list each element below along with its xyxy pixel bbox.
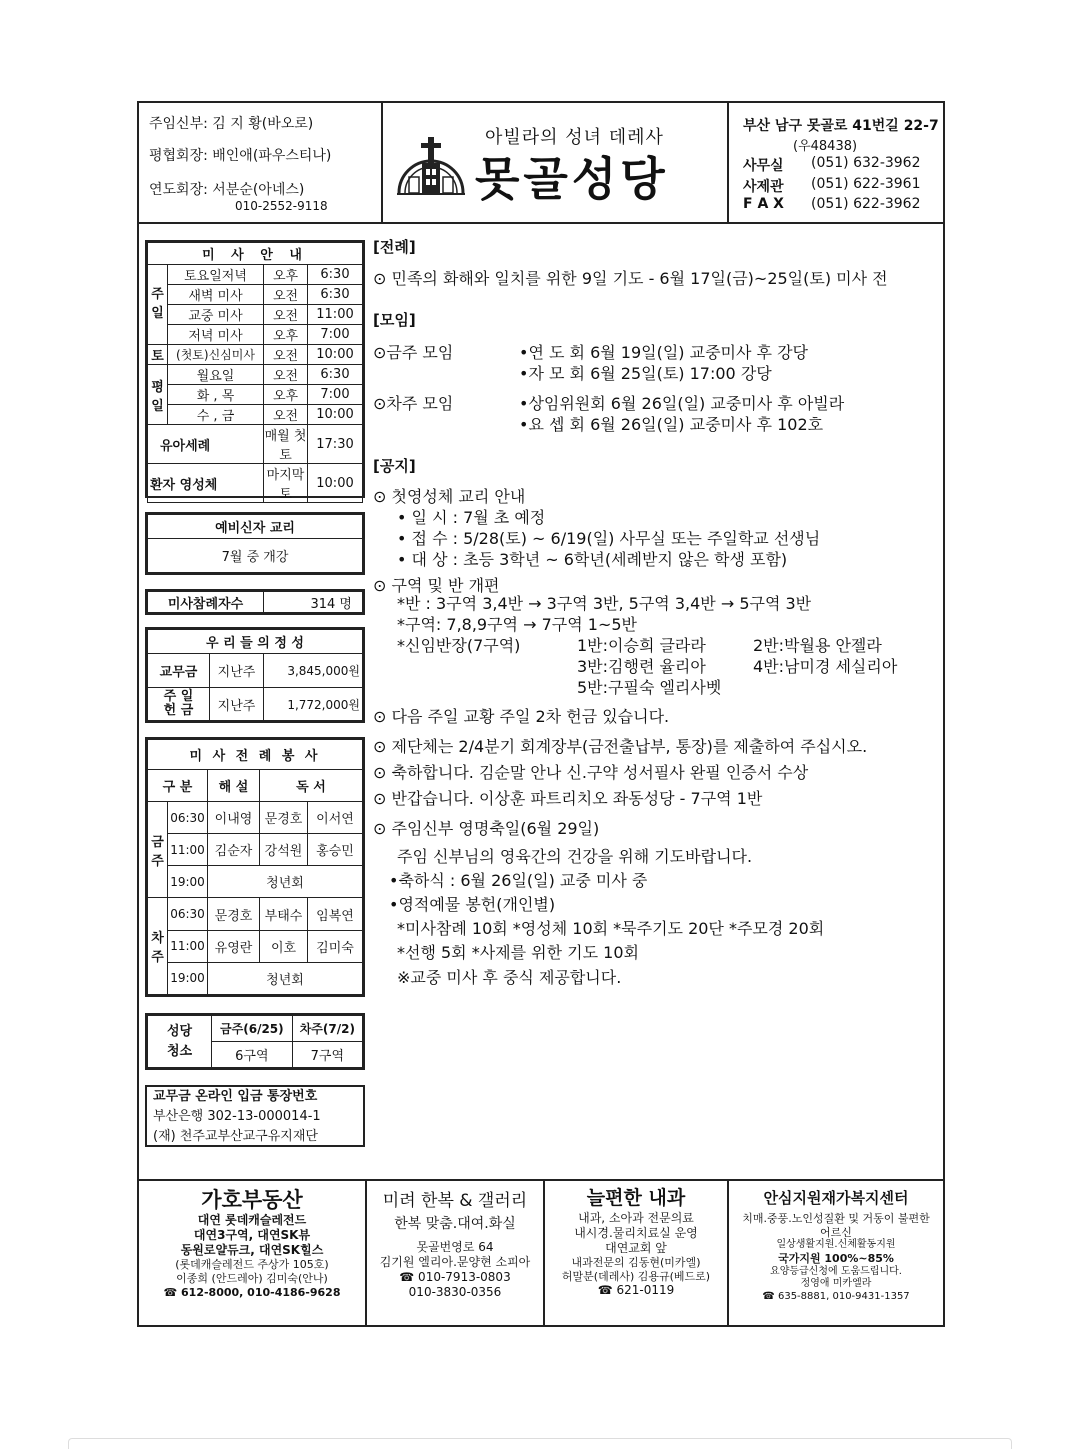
infant-baptism-label: 유아세례: [148, 425, 264, 464]
catechumen-box: [145, 512, 365, 575]
parish-masthead: [385, 103, 729, 224]
cleaning-next-head: 차주(7/2): [292, 1016, 362, 1042]
ad-title: 늘편한 내과: [586, 1187, 686, 1209]
contact-info: [731, 103, 943, 224]
notice-item: ⊙ 반갑습니다. 이상훈 파트리치오 좌동성당 - 7구역 1반: [373, 789, 763, 808]
mass-name: 교중 미사: [168, 305, 264, 325]
server-youth-group: 청년회: [208, 962, 363, 994]
server-reader: 홍승민: [308, 834, 363, 866]
server-commentator: 김순자: [208, 834, 260, 866]
clergy-info: [139, 103, 383, 224]
server-commentator: 문경호: [208, 898, 260, 930]
ad-line: 치매.중풍.노인성질환 및 거동이 불편한: [742, 1211, 930, 1225]
rectory-phone: (051) 622-3961: [811, 176, 921, 192]
mass-name: (첫토)신심미사: [168, 345, 264, 365]
cleaning-label: 성당: [166, 1024, 193, 1039]
tithe-amount: 3,845,000원: [264, 654, 363, 688]
ad-welfare-center: [727, 1181, 943, 1327]
attendance-value: 314 명: [264, 592, 363, 613]
notice-detail: • 접 수 : 5/28(토) ~ 6/19(일) 사무실 또는 주일학교 선생님: [397, 529, 821, 548]
ad-line: 요양등급신청에 도움드립니다.: [770, 1265, 902, 1277]
server-commentator: 유영란: [208, 930, 260, 962]
mass-ampm: 오전: [264, 405, 308, 425]
ad-title: 미려 한복 & 갤러리: [382, 1191, 528, 1211]
bulletin-header: [139, 103, 943, 224]
notice-detail: 주임 신부님의 영육간의 건강을 위해 기도바랍니다.: [397, 847, 753, 866]
servers-title: 미 사 전 례 봉 사: [148, 740, 363, 770]
mass-ampm: 오후: [264, 385, 308, 405]
bank-box: [145, 1085, 365, 1147]
ad-line: 허말분(데레사) 김용규(베드로): [561, 1269, 711, 1283]
mass-time: 6:30: [308, 285, 363, 305]
servers-col-commentator: 해 설: [208, 770, 260, 802]
address: 부산 남구 못골로 41번길 22-7: [743, 118, 939, 134]
mass-name: 수 , 금: [168, 405, 264, 425]
notice-detail: • 대 상 : 초등 3학년 ~ 6학년(세례받지 않은 학생 포함): [397, 550, 788, 569]
notice-detail: *반 : 3구역 3,4반 → 3구역 3반, 5구역 3,4반 → 5구역 3반: [397, 594, 812, 613]
notice-item: ⊙ 첫영성체 교리 안내: [373, 487, 526, 506]
legion-president: 연도회장: 서분순(아네스): [149, 182, 305, 198]
liturgy-heading: [전례]: [373, 238, 416, 256]
sunday-offering-amount: 1,772,000원: [264, 688, 363, 721]
bulletin-sheet: [137, 101, 945, 1327]
ad-line: ☎ 010-7913-0803: [399, 1269, 511, 1284]
ad-line: ☎ 621-0119: [597, 1283, 675, 1298]
meeting-this-label: ⊙금주 모임: [373, 343, 454, 362]
announcement: ⊙ 민족의 화해와 일치를 위한 9일 기도 - 6월 17일(금)~25일(토) 미사 전: [373, 269, 888, 288]
mass-ampm: 오전: [264, 305, 308, 325]
notice-item: ⊙ 제단체는 2/4분기 회계장부(금전출납부, 통장)를 제출하여 주십시오.: [373, 737, 868, 756]
server-reader: 임복연: [308, 898, 363, 930]
server-reader: 강석원: [260, 834, 308, 866]
ad-line: 내시경.물리치료실 운영: [574, 1225, 698, 1240]
bank-title: 교무금 온라인 입금 통장번호: [153, 1089, 318, 1104]
mass-name: 월요일: [168, 365, 264, 385]
viewer-bottom-bar: [68, 1438, 1012, 1449]
notice-item: ⊙ 다음 주일 교황 주일 2차 헌금 있습니다.: [373, 707, 670, 726]
mass-ampm: 오후: [264, 325, 308, 345]
advertisements: [139, 1179, 943, 1325]
tithe-label: 교무금: [148, 654, 210, 688]
bank-holder: (재) 천주교부산교구유지재단: [153, 1129, 318, 1144]
attendance-box: [145, 589, 365, 615]
saturday-label: 토: [148, 345, 168, 365]
servers-col-div: 구 분: [148, 770, 208, 802]
mass-schedule: [145, 240, 365, 502]
leader-name: 5반:구필숙 엘리사벳: [577, 678, 722, 697]
ad-real-estate: [139, 1181, 365, 1327]
weekday-label: 평일: [148, 365, 168, 425]
ad-line: ☎ 635-8881, 010-9431-1357: [762, 1290, 910, 1302]
mass-time: 10:00: [308, 405, 363, 425]
ad-hanbok: [365, 1181, 543, 1327]
notice-detail: *선행 5회 *사제를 위한 기도 10회: [397, 943, 639, 962]
ad-line: ☎ 612-8000, 010-4186-9628: [163, 1285, 341, 1299]
catechumen-title: 예비신자 교리: [148, 515, 363, 539]
ad-line: 정영애 미카엘라: [800, 1278, 872, 1289]
mass-name: 화 , 목: [168, 385, 264, 405]
fax-label: F A X: [743, 196, 784, 212]
notice-detail: *신임반장(7구역): [397, 636, 521, 655]
notice-detail: ※교중 미사 후 중식 제공합니다.: [397, 968, 622, 987]
server-youth-group: 청년회: [208, 866, 363, 898]
notice-item: ⊙ 주임신부 영명축일(6월 29일): [373, 819, 600, 838]
leader-name: 1반:이승희 글라라: [577, 636, 706, 655]
server-reader: 이서연: [308, 802, 363, 834]
council-president: 평협회장: 배인애(파우스티나): [149, 148, 332, 164]
notice-detail: • 일 시 : 7월 초 예정: [397, 508, 546, 527]
mass-ampm: 오후: [264, 265, 308, 285]
cleaning-this-head: 금주(6/25): [212, 1016, 293, 1042]
notice-detail: •축하식 : 6월 26일(일) 교중 미사 중: [389, 871, 648, 890]
tithe-period: 지난주: [210, 654, 264, 688]
server-time: 19:00: [168, 866, 208, 898]
meeting-item: •연 도 회 6월 19일(일) 교중미사 후 강당: [519, 343, 808, 362]
ad-clinic: [543, 1181, 727, 1327]
mass-name: 토요일저녁: [168, 265, 264, 285]
server-time: 06:30: [168, 802, 208, 834]
meeting-next-label: ⊙차주 모임: [373, 394, 454, 413]
server-reader: 이호: [260, 930, 308, 962]
cleaning-next-value: 7구역: [292, 1042, 362, 1068]
mass-ampm: 오전: [264, 345, 308, 365]
mass-time: 11:00: [308, 305, 363, 325]
ad-line: 010-3830-0356: [408, 1284, 502, 1299]
meeting-item: •상임위원회 6월 26일(일) 교중미사 후 아빌라: [519, 394, 845, 413]
ad-line: 대연교회 앞: [605, 1240, 667, 1255]
ad-line: 김기원 엘리아.문양현 소피아: [379, 1254, 531, 1269]
server-commentator: 이내영: [208, 802, 260, 834]
ad-line: (롯데캐슬레전드 주상가 105호): [175, 1258, 329, 1272]
notice-item: ⊙ 구역 및 반 개편: [373, 576, 500, 595]
next-week-label: 차주: [148, 898, 168, 995]
ad-line: 한복 맞춤.대여.화실: [394, 1216, 516, 1233]
church-logo-icon: [395, 133, 467, 197]
server-reader: 부태수: [260, 898, 308, 930]
office-phone: (051) 632-3962: [811, 155, 921, 171]
mass-ampm: 오전: [264, 365, 308, 385]
servers-col-reader: 독 서: [260, 770, 363, 802]
servers-box: [145, 737, 365, 997]
notice-detail: *구역: 7,8,9구역 → 7구역 1~5반: [397, 615, 637, 634]
patron-subtitle: 아빌라의 성녀 데레사: [485, 127, 664, 148]
mass-ampm: 오전: [264, 285, 308, 305]
parish-title: 못골성당: [475, 152, 669, 206]
offering-title: 우 리 들 의 정 성: [148, 630, 363, 654]
leader-name: 2반:박월용 안젤라: [753, 636, 882, 655]
rectory-label: 사제관: [743, 179, 784, 195]
sunday-offering-label: 주 일: [163, 688, 194, 704]
notice-heading: [공지]: [373, 457, 416, 475]
meeting-item: •자 모 회 6월 25일(토) 17:00 강당: [519, 364, 772, 383]
ad-line: 이종희 (안드레아) 김미숙(안나): [176, 1272, 328, 1285]
ad-line: 동원로얄듀크, 대연SK힐스: [180, 1243, 324, 1258]
mass-time: 6:30: [308, 265, 363, 285]
attendance-label: 미사참례자수: [148, 592, 264, 613]
bank-account: 부산은행 302-13-000014-1: [153, 1109, 321, 1124]
ad-line: 대연 롯데캐슬레전드: [197, 1213, 307, 1228]
sunday-label: 주일: [148, 265, 168, 345]
sunday-offering-period: 지난주: [210, 688, 264, 721]
this-week-label: 금주: [148, 802, 168, 898]
leader-name: 3반:김행련 율리아: [577, 657, 706, 676]
cleaning-label: 청소: [166, 1043, 193, 1059]
mass-schedule-title: 미 사 안 내: [148, 243, 363, 265]
pastor-name: 주임신부: 김 지 황(바오로): [149, 116, 314, 132]
mass-time: 6:30: [308, 365, 363, 385]
fax-phone: (051) 622-3962: [811, 196, 921, 212]
server-time: 11:00: [168, 834, 208, 866]
ad-line: 내과전문의 김동현(미카엘): [571, 1255, 701, 1269]
ad-line: 대연3구역, 대연SK뷰: [193, 1228, 311, 1243]
legion-phone: 010-2552-9118: [235, 199, 328, 213]
ad-line: 내과, 소아과 전문의료: [578, 1210, 694, 1225]
sick-communion-label: 환자 영성체: [148, 464, 264, 503]
ad-line: 일상생활지원.신체활동지원: [776, 1239, 896, 1251]
server-reader: 김미숙: [308, 930, 363, 962]
notice-detail: *미사참례 10회 *영성체 10회 *묵주기도 20단 *주모경 20회: [397, 919, 825, 938]
cleaning-this-value: 6구역: [212, 1042, 293, 1068]
sick-communion-when: 마지막 토: [264, 464, 308, 503]
leader-name: 4반:남미경 세실리아: [753, 657, 898, 676]
infant-baptism-when: 매월 첫 토: [264, 425, 308, 464]
meeting-item: •요 셉 회 6월 26일(일) 교중미사 후 102호: [519, 415, 824, 434]
mass-time: 10:00: [308, 345, 363, 365]
mass-name: 새벽 미사: [168, 285, 264, 305]
cleaning-box: [145, 1013, 365, 1070]
notice-detail: •영적예물 봉헌(개인별): [389, 895, 556, 914]
offering-box: [145, 627, 365, 723]
catechumen-value: 7월 중 개강: [148, 539, 363, 573]
meetings-heading: [모임]: [373, 311, 416, 329]
infant-baptism-time: 17:30: [308, 425, 363, 464]
office-label: 사무실: [743, 158, 784, 174]
server-time: 06:30: [168, 898, 208, 930]
sunday-offering-label: 헌 금: [163, 703, 194, 718]
ad-line: 국가지원 100%~85%: [778, 1251, 894, 1265]
ad-title: 가호부동산: [201, 1188, 303, 1212]
server-time: 19:00: [168, 962, 208, 994]
sick-communion-time: 10:00: [308, 464, 363, 503]
ad-line: 못골번영로 64: [416, 1239, 494, 1254]
ad-title: 안심지원재가복지센터: [763, 1189, 909, 1207]
mass-name: 저녁 미사: [168, 325, 264, 345]
server-reader: 문경호: [260, 802, 308, 834]
postcode: (우48438): [793, 139, 858, 154]
server-time: 11:00: [168, 930, 208, 962]
ad-line: 어르신: [820, 1225, 852, 1239]
mass-time: 7:00: [308, 385, 363, 405]
mass-time: 7:00: [308, 325, 363, 345]
notice-item: ⊙ 축하합니다. 김순말 안나 신.구약 성서필사 완필 인증서 수상: [373, 763, 809, 782]
